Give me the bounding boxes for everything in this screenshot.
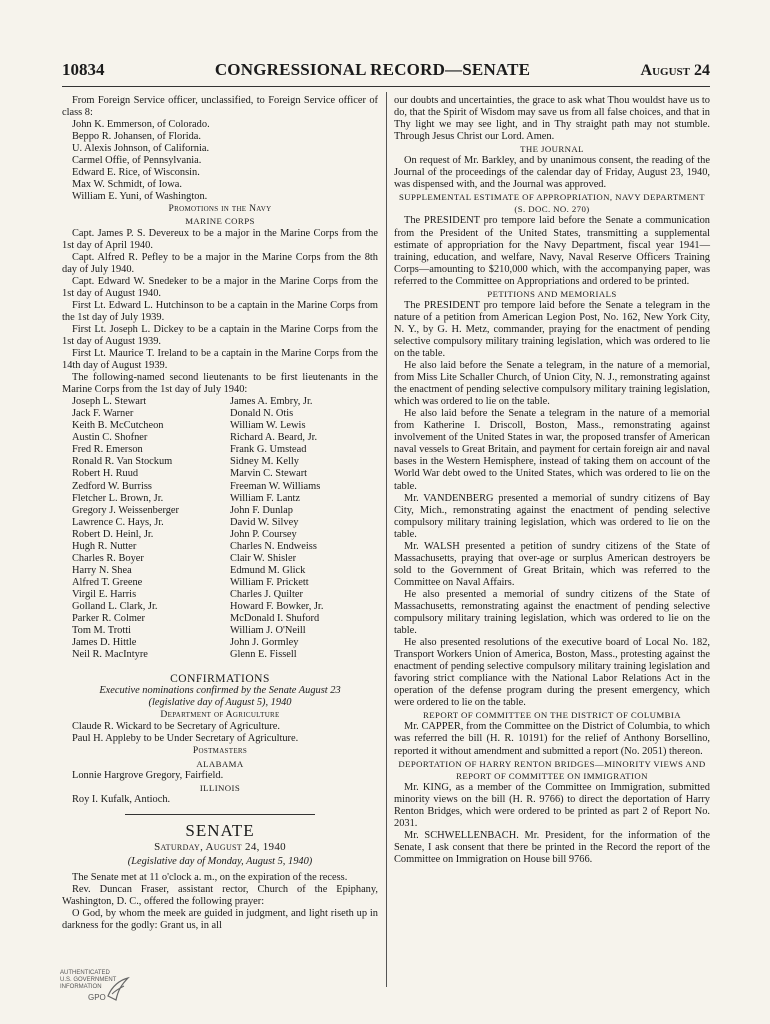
paragraph: Roy I. Kufalk, Antioch. bbox=[72, 793, 171, 805]
paragraph: First Lt. Joseph L. Dickey to be a captain in the Marine Corps from the 1st day of August 1939. bbox=[62, 323, 378, 347]
paragraph: First Lt. Edward L. Hutchinson to be a captain in the Marine Corps from the 1st day of July 1939. bbox=[62, 299, 378, 323]
paragraph: Lonnie Hargrove Gregory, Fairfield. bbox=[72, 769, 224, 781]
list-item: Glenn E. Fissell bbox=[230, 649, 297, 661]
list-item: Charles J. Quilter bbox=[230, 588, 304, 600]
paragraph: He also laid before the Senate a telegram, in the nature of a memorial, from Miss Lite Schaller Church, of Union City, N. J., remonstrating against the enactment of pending selective compulsory military training legislation, which was ordered to lie on the table. bbox=[394, 360, 710, 408]
paragraph: On request of Mr. Barkley, and by unanimous consent, the reading of the Journal of the proceedings of the calendar day of Friday, August 23, 1940, was dispensed with, and the Journal was approved. bbox=[394, 155, 710, 191]
list-item: Max W. Schmidt, of Iowa. bbox=[72, 179, 182, 191]
paragraph: The PRESIDENT pro tempore laid before the Senate a communication from the President of the United States, transmitting a supplemental estimate of appropriation for the Navy Department, fiscal year 1941—training, education, and welfare, Navy, Naval Reserve Officers Training Corps—amounting to $210,000 which, with the accompanying paper, was referred to the Committee on Appropriations and ordered to be printed. bbox=[394, 215, 710, 287]
list-item: James A. Embry, Jr. bbox=[230, 396, 313, 408]
list-item: Carmel Offie, of Pennsylvania. bbox=[72, 155, 202, 167]
alabama-heading: ALABAMA bbox=[196, 758, 244, 769]
paragraph: Mr. CAPPER, from the Committee on the District of Columbia, to which was referred the bill (H. R. 10191) for the relief of Anthony Borsellino, reported it without amendment and submitted a report (No. 2051) thereon. bbox=[394, 721, 710, 757]
seal-gpo: GPO bbox=[88, 993, 106, 1002]
paragraph: Rev. Duncan Fraser, assistant rector, Church of the Epiphany, Washington, D. C., offered the following prayer: bbox=[62, 883, 378, 907]
list-item: U. Alexis Johnson, of California. bbox=[72, 143, 210, 155]
list-item: Edmund M. Glick bbox=[230, 564, 306, 576]
paragraph: The PRESIDENT pro tempore laid before the Senate a telegram in the nature of a petition from American Legion Post, No. 162, New York City, N. Y., by G. H. Metz, commander, praying for the enactment of pending selective compulsory military training legislation, which was ordered to lie on the table. bbox=[394, 299, 710, 359]
paragraph: Capt. James P. S. Devereux to be a major in the Marine Corps from the 1st day of April 1940. bbox=[62, 227, 378, 251]
list-item: Clair W. Shisler bbox=[230, 552, 297, 564]
paragraph: First Lt. Maurice T. Ireland to be a captain in the Marine Corps from the 14th day of August 1939. bbox=[62, 347, 378, 372]
list-item: Edward E. Rice, of Wisconsin. bbox=[72, 167, 200, 179]
header-rule bbox=[62, 86, 710, 87]
left-column bbox=[62, 95, 378, 932]
dept-agriculture-heading: Department of Agriculture bbox=[160, 709, 280, 721]
list-item: Joseph L. Stewart bbox=[72, 396, 147, 408]
marine-heading: MARINE CORPS bbox=[185, 216, 255, 227]
list-item: William W. Lewis bbox=[230, 420, 306, 432]
list-item: Freeman W. Williams bbox=[230, 480, 321, 492]
list-item: John F. Dunlap bbox=[230, 504, 293, 516]
lieutenant-column-1 bbox=[62, 396, 220, 661]
class8-list bbox=[62, 119, 378, 203]
list-item: Jack F. Warner bbox=[72, 408, 134, 420]
paragraph: The following-named second lieutenants to be first lieutenants in the Marine Corps from the 1st day of July 1940: bbox=[62, 372, 378, 396]
list-item: Zedford W. Burriss bbox=[72, 480, 152, 492]
list-item: Hugh R. Nutter bbox=[72, 540, 137, 552]
postmasters-heading: Postmasters bbox=[192, 745, 248, 757]
list-item: William J. O'Neill bbox=[230, 625, 306, 637]
dc-report-heading: REPORT OF COMMITTEE ON THE DISTRICT OF COLUMBIA bbox=[422, 710, 681, 721]
supplemental-doc-number: (S. DOC. NO. 270) bbox=[514, 204, 590, 215]
list-item: Virgil E. Harris bbox=[72, 588, 137, 600]
journal-heading: THE JOURNAL bbox=[520, 144, 584, 155]
paragraph: Mr. WALSH presented a petition of sundry citizens of the State of Massachusetts, praying that over-age or surplus American destroyers be sold to the Government of Great Britain, which was referred to the Committee on Naval Affairs. bbox=[394, 540, 710, 588]
paragraph: Mr. KING, as a member of the Committee on Immigration, submitted minority views on the bill (H. R. 9766) to direct the deportation of Harry Renton Bridges, which were ordered to be printed as part 2 of Report No. 2031. bbox=[394, 781, 710, 829]
list-item: Fletcher L. Brown, Jr. bbox=[72, 492, 164, 504]
section-rule bbox=[125, 814, 315, 815]
paragraph: He also presented a memorial of sundry citizens of the State of Massachusetts, remonstrating against the enactment of pending selective compulsory military training legislation, which was ordered to lie on the table. bbox=[394, 588, 710, 637]
list-item: Fred R. Emerson bbox=[72, 444, 143, 456]
paragraph: Mr. VANDENBERG presented a memorial of sundry citizens of Bay City, Mich., remonstrating against the enactment of pending selective compulsory military training legislation, which was ordered to lie on the table. bbox=[394, 492, 710, 540]
header-date: August 24 bbox=[640, 62, 710, 79]
list-item: Donald N. Otis bbox=[230, 408, 294, 420]
paragraph: Capt. Alfred R. Pefley to be a major in the Marine Corps from the 8th day of July 1940. bbox=[62, 251, 378, 275]
list-item: Keith B. McCutcheon bbox=[72, 420, 164, 432]
list-item: William E. Yuni, of Washington. bbox=[72, 191, 208, 203]
list-item: Robert D. Heinl, Jr. bbox=[72, 528, 154, 540]
paragraph: He also presented resolutions of the executive board of Local No. 182, Transport Workers Union of America, Boston, Mass., protesting against the enactment of pending selective compulsory military training legislation and favoring strict compliance with the National Labor Relations Act in the operation of the defense program during the present emergency, which were ordered to lie on the table. bbox=[394, 637, 710, 709]
supplemental-heading: SUPPLEMENTAL ESTIMATE OF APPROPRIATION, NAVY DEPARTMENT bbox=[398, 192, 706, 203]
lieutenant-list bbox=[62, 396, 378, 661]
list-item: Charles N. Endweiss bbox=[230, 540, 317, 552]
list-item: Tom M. Trotti bbox=[72, 625, 132, 637]
list-item: Robert H. Ruud bbox=[72, 468, 139, 480]
list-item: Lawrence C. Hays, Jr. bbox=[72, 516, 164, 528]
exec-line-1: Executive nominations confirmed by the Senate August 23 bbox=[99, 685, 341, 697]
paragraph: The Senate met at 11 o'clock a. m., on the expiration of the recess. bbox=[72, 871, 348, 883]
exec-line-2: (legislative day of August 5), 1940 bbox=[148, 697, 292, 709]
seal-text: AUTHENTICATED bbox=[60, 970, 110, 976]
list-item: John P. Coursey bbox=[230, 528, 297, 540]
paragraph: O God, by whom the meek are guided in judgment, and light riseth up in darkness for the godly: Grant us, in all bbox=[62, 908, 378, 932]
paragraph: our doubts and uncertainties, the grace to ask what Thou wouldst have us to do, that the Spirit of Wisdom may save us from all false choices, and that in Thy light we may see light, and in Thy straight path may not stumble. Through Jesus Christ our Lord. Amen. bbox=[394, 95, 710, 143]
list-item: William F. Prickett bbox=[230, 576, 309, 588]
list-item: Alfred T. Greene bbox=[72, 576, 143, 588]
intro-text: From Foreign Service officer, unclassified, to Foreign Service officer of class 8: bbox=[62, 95, 378, 119]
deportation-heading-2: REPORT OF COMMITTEE ON IMMIGRATION bbox=[456, 770, 648, 781]
lieutenant-column-2 bbox=[220, 396, 378, 661]
promotions-heading: Promotions in the Navy bbox=[168, 203, 272, 215]
list-item: Richard A. Beard, Jr. bbox=[230, 432, 318, 444]
list-item: John J. Gormley bbox=[230, 637, 299, 649]
paragraph: Capt. Edward W. Snedeker to be a major in the Marine Corps from the 1st day of August 1940. bbox=[62, 275, 378, 299]
illinois-heading: ILLINOIS bbox=[199, 782, 241, 793]
list-item: Austin C. Shofner bbox=[72, 432, 148, 444]
column-divider bbox=[386, 92, 387, 987]
list-item: Beppo R. Johansen, of Florida. bbox=[72, 131, 202, 143]
list-item: Neil R. MacIntyre bbox=[72, 649, 148, 661]
list-item: Charles R. Boyer bbox=[72, 552, 144, 564]
list-item: Gregory J. Weissenberger bbox=[72, 504, 179, 516]
list-item: Ronald R. Van Stockum bbox=[72, 456, 173, 468]
list-item: William F. Lantz bbox=[230, 492, 301, 504]
paragraph: Mr. SCHWELLENBACH. Mr. President, for the information of the Senate, I ask consent that there be printed in the Record the report of the Committee on Immigration on House bill 9766. bbox=[394, 829, 710, 865]
list-item: Frank G. Umstead bbox=[230, 444, 307, 456]
list-item: Harry N. Shea bbox=[72, 564, 132, 576]
right-column bbox=[394, 95, 710, 866]
list-item: Marvin C. Stewart bbox=[230, 468, 308, 480]
eagle-icon bbox=[106, 976, 130, 1004]
list-item: John K. Emmerson, of Colorado. bbox=[72, 119, 210, 131]
deportation-heading: DEPORTATION OF HARRY RENTON BRIDGES—MINORITY VIEWS AND bbox=[398, 758, 706, 769]
list-item: David W. Silvey bbox=[230, 516, 299, 528]
session-date: Saturday, August 24, 1940 bbox=[154, 840, 286, 853]
list-item: Howard F. Bowker, Jr. bbox=[230, 600, 324, 612]
list-item: Sidney M. Kelly bbox=[230, 456, 299, 468]
paragraph: Paul H. Appleby to be Under Secretary of Agriculture. bbox=[72, 733, 299, 745]
page-number: 10834 bbox=[62, 60, 105, 79]
legislative-day: (Legislative day of Monday, August 5, 1940) bbox=[127, 855, 313, 867]
seal-text: U.S. GOVERNMENT bbox=[60, 977, 117, 983]
paragraph: Claude R. Wickard to be Secretary of Agriculture. bbox=[72, 721, 280, 733]
gpo-authentication-seal bbox=[60, 970, 140, 1006]
senate-heading: SENATE bbox=[185, 820, 255, 840]
list-item: James D. Hittle bbox=[72, 637, 137, 649]
paragraph: He also laid before the Senate a telegram in the nature of a memorial from Katherine I. Driscoll, Boston, Mass., remonstrating against involvement of the United States in war, the proposed transfer of American naval vessels to Great Britain, and payment for certain foreign air and naval bases in the Western Hemisphere, instead of taking them on account of the World War debt owed to the United States, which was ordered to lie on the table. bbox=[394, 408, 710, 492]
list-item: Parker R. Colmer bbox=[72, 613, 146, 625]
seal-text: INFORMATION bbox=[60, 984, 102, 990]
page-header bbox=[62, 60, 710, 84]
page-title: CONGRESSIONAL RECORD—SENATE bbox=[214, 60, 531, 79]
petitions-heading: PETITIONS AND MEMORIALS bbox=[487, 288, 617, 299]
list-item: Golland L. Clark, Jr. bbox=[72, 600, 158, 612]
confirmations-heading: CONFIRMATIONS bbox=[170, 673, 270, 686]
list-item: McDonald I. Shuford bbox=[230, 613, 320, 625]
